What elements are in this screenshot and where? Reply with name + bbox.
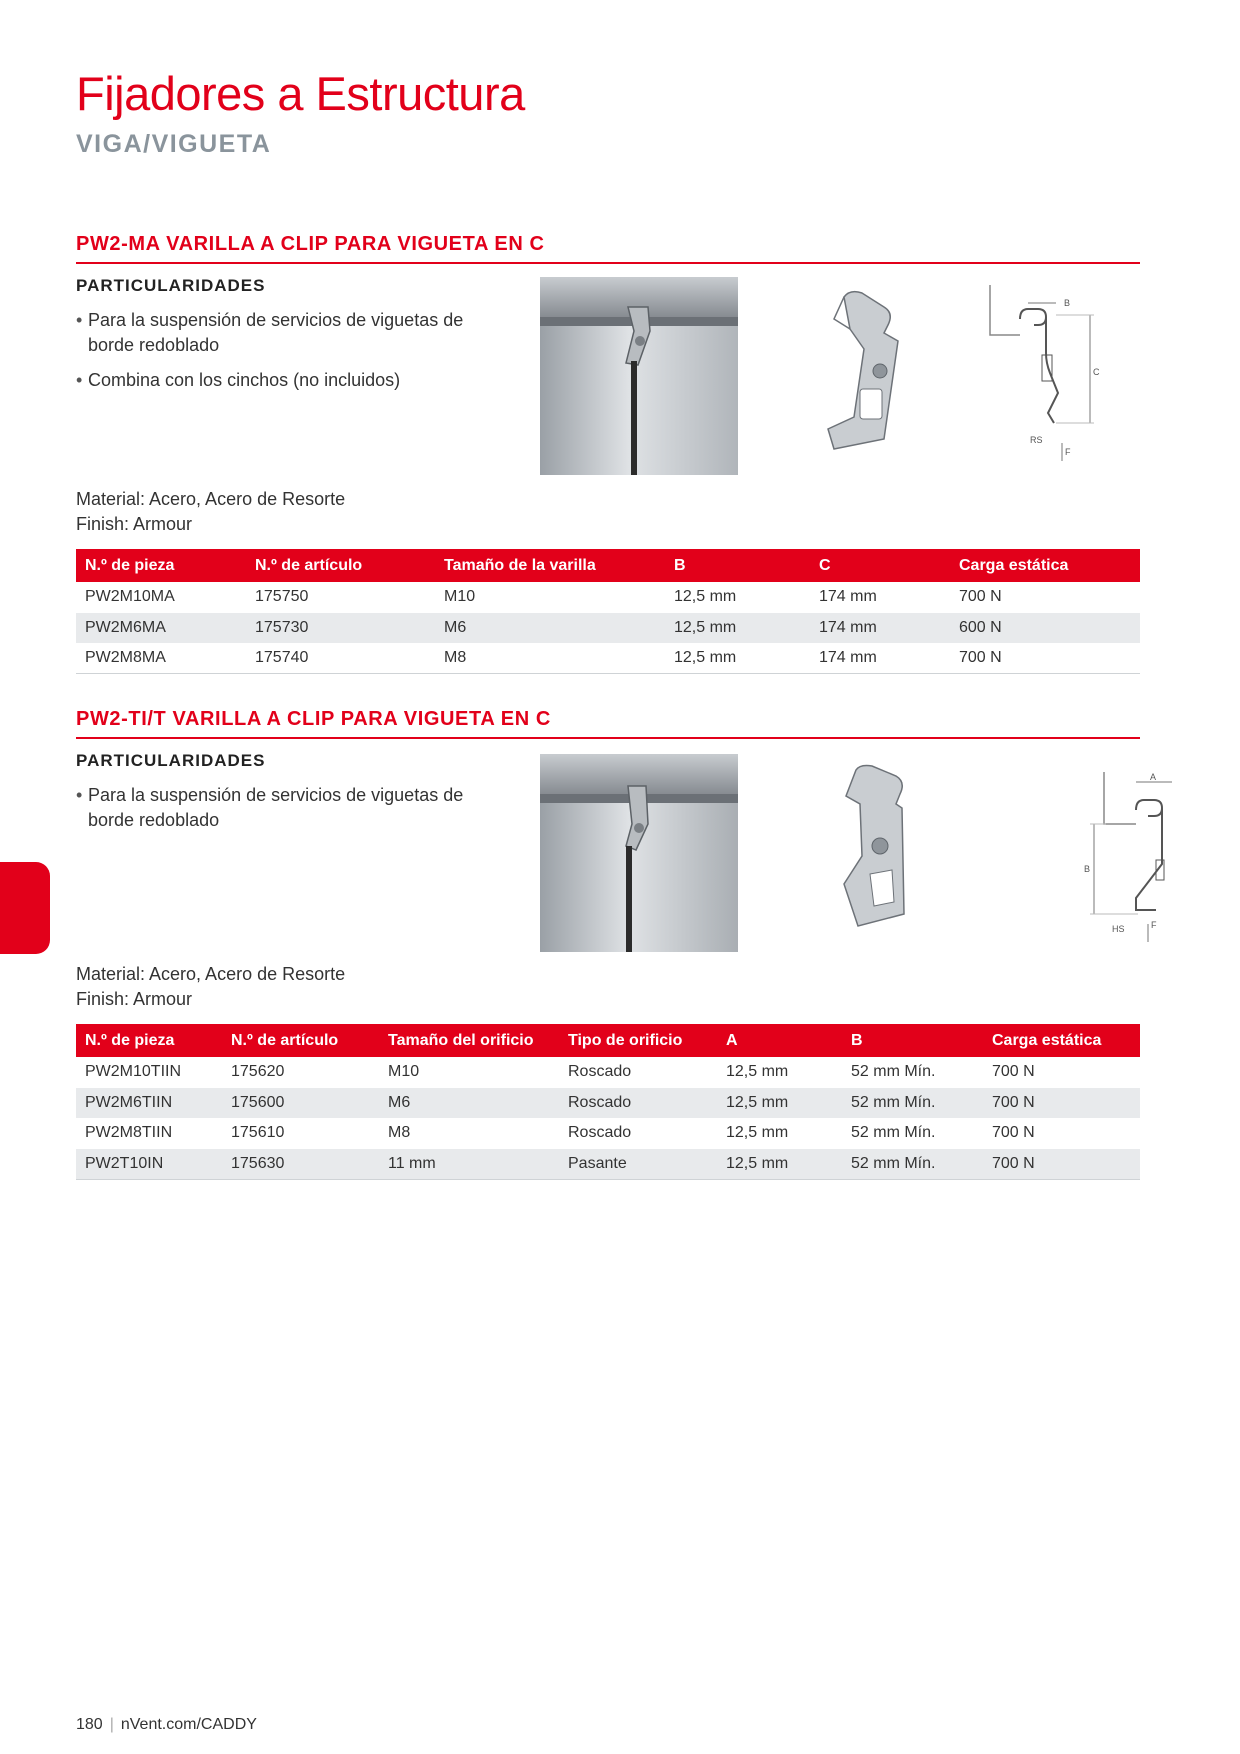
drawing-label-b: B (1084, 864, 1091, 874)
table-cell: PW2M10TIIN (85, 1063, 182, 1081)
table-cell: 174 mm (810, 643, 950, 674)
table-cell: 175630 (222, 1149, 379, 1180)
features-heading: PARTICULARIDADES (76, 751, 266, 770)
column-header: C (810, 549, 950, 582)
table-cell: 12,5 mm (726, 1124, 789, 1142)
column-header: Tamaño de la varilla (435, 549, 665, 582)
product-image (816, 764, 966, 949)
table-cell: PW2M8TIIN (85, 1124, 173, 1142)
table-row (76, 643, 1140, 674)
table-row (76, 1088, 1140, 1119)
table-cell: 700 N (983, 1088, 1140, 1119)
table-cell: 12,5 mm (726, 1063, 789, 1081)
table-cell: 700 N (992, 1063, 1035, 1081)
drawing-label-rs: RS (1030, 435, 1043, 445)
material-line: Material: Acero, Acero de Resorte (76, 489, 346, 509)
drawing-label-f: F (1151, 920, 1157, 930)
table-cell: PW2M10MA (85, 588, 175, 606)
product-section-pw2-ma (76, 233, 1140, 666)
table-cell: PW2T10IN (76, 1149, 222, 1180)
drawing-label-a: A (1150, 772, 1157, 782)
section-title: PW2-TI/T VARILLA A CLIP PARA VIGUETA EN C (76, 708, 1140, 739)
column-header: N.º de artículo (246, 549, 435, 582)
column-header: Carga estática (983, 1024, 1140, 1057)
table-cell: 175740 (246, 643, 435, 674)
material-info (76, 962, 345, 1012)
table-cell: 52 mm Mín. (842, 1088, 983, 1119)
table-cell: 12,5 mm (674, 588, 737, 606)
table-cell: M8 (388, 1124, 411, 1142)
table-cell: 52 mm Mín. (851, 1124, 936, 1142)
table-cell: 700 N (983, 1149, 1140, 1180)
drawing-label-hs: HS (1112, 924, 1125, 934)
page-number: 180 (76, 1716, 103, 1733)
table-cell: 174 mm (810, 613, 950, 644)
column-header: A (717, 1024, 842, 1057)
material-line: Material: Acero, Acero de Resorte (76, 964, 346, 984)
table-cell: M8 (435, 643, 665, 674)
column-header: N.º de pieza (76, 1024, 222, 1057)
table-row (76, 613, 1140, 644)
table-cell: Pasante (559, 1149, 717, 1180)
feature-item: • Para la suspensión de servicios de viguetas de borde redoblado (76, 308, 486, 358)
footer-separator: | (109, 1716, 114, 1733)
material-info (76, 487, 345, 537)
column-header: B (665, 549, 810, 582)
table-cell: M10 (388, 1063, 420, 1081)
column-header: B (842, 1024, 983, 1057)
spec-table (76, 549, 1140, 674)
drawing-label-f: F (1065, 447, 1071, 457)
column-header: N.º de pieza (76, 549, 246, 582)
page-footer (76, 1716, 257, 1734)
table-cell: 175610 (231, 1124, 285, 1142)
finish-line: Finish: Armour (76, 514, 193, 534)
table-cell: 12,5 mm (665, 643, 810, 674)
dimension-drawing (984, 283, 1114, 468)
section-title: PW2-MA VARILLA A CLIP PARA VIGUETA EN C (76, 233, 1140, 264)
table-cell: 12,5 mm (665, 613, 810, 644)
table-row (76, 1118, 1140, 1149)
drawing-label-c: C (1093, 367, 1100, 377)
table-row (76, 1149, 1140, 1180)
table-header-row (76, 549, 1140, 582)
installed-photo (540, 754, 738, 952)
page-title: Fijadores a Estructura (76, 67, 525, 120)
dimension-drawing (1076, 764, 1196, 949)
table-cell: 174 mm (819, 588, 877, 606)
table-cell: 600 N (950, 613, 1140, 644)
website-link[interactable]: nVent.com/CADDY (120, 1716, 257, 1733)
side-tab-marker (0, 862, 50, 954)
table-row (76, 1057, 1140, 1088)
column-header: Tipo de orificio (559, 1024, 717, 1057)
features-heading: PARTICULARIDADES (76, 276, 266, 295)
table-cell: PW2M6MA (76, 613, 246, 644)
table-cell: 700 N (959, 588, 1002, 606)
table-cell: PW2M6TIIN (76, 1088, 222, 1119)
table-cell: M6 (379, 1088, 559, 1119)
table-cell: 700 N (950, 643, 1140, 674)
finish-line: Finish: Armour (76, 989, 193, 1009)
table-cell: 12,5 mm (717, 1149, 842, 1180)
table-cell: M10 (444, 588, 476, 606)
feature-item: • Combina con los cinchos (no incluidos) (76, 368, 486, 393)
installed-photo (540, 277, 738, 475)
product-image (814, 289, 964, 464)
table-cell: Roscado (559, 1088, 717, 1119)
page-subtitle: VIGA/VIGUETA (76, 130, 272, 158)
table-cell: 52 mm Mín. (842, 1149, 983, 1180)
table-cell: 175750 (255, 588, 309, 606)
drawing-label-b: B (1064, 298, 1071, 308)
table-cell: PW2M8MA (76, 643, 246, 674)
spec-table (76, 1024, 1140, 1180)
table-cell: 175620 (231, 1063, 285, 1081)
feature-list (76, 783, 486, 833)
table-cell: 700 N (992, 1124, 1035, 1142)
feature-list (76, 308, 486, 393)
column-header: Carga estática (950, 549, 1140, 582)
table-cell: 11 mm (379, 1149, 559, 1180)
table-cell: 175600 (222, 1088, 379, 1119)
product-section-pw2-ti-t (76, 708, 1157, 1172)
table-cell: 12,5 mm (717, 1088, 842, 1119)
table-header-row (76, 1024, 1140, 1057)
table-cell: 52 mm Mín. (851, 1063, 936, 1081)
table-row (76, 582, 1140, 613)
column-header: N.º de artículo (222, 1024, 379, 1057)
table-cell: 175730 (246, 613, 435, 644)
table-cell: M6 (435, 613, 665, 644)
table-cell: Roscado (568, 1063, 632, 1081)
feature-item: • Para la suspensión de servicios de viguetas de borde redoblado (76, 783, 486, 833)
table-cell: Roscado (568, 1124, 632, 1142)
column-header: Tamaño del orificio (379, 1024, 559, 1057)
